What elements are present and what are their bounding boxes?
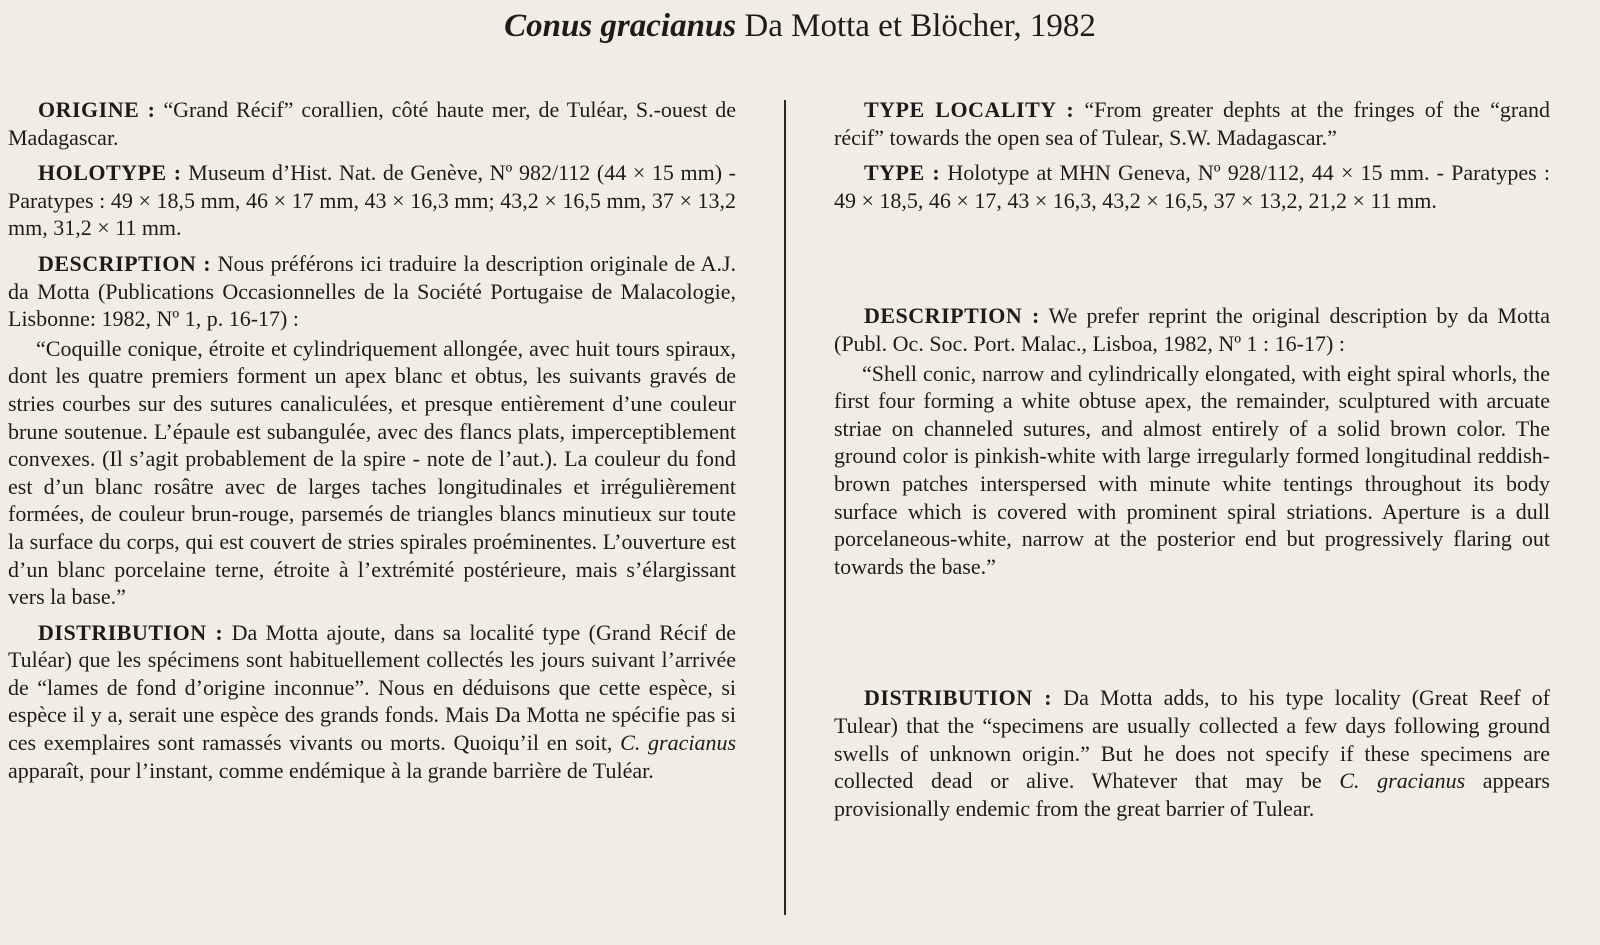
en-type-locality-paragraph — [834, 96, 1550, 151]
fr-description-label: DESCRIPTION : — [38, 250, 212, 276]
french-column — [8, 96, 736, 792]
fr-origine-paragraph — [8, 96, 736, 151]
en-distribution-label: DISTRIBUTION : — [864, 685, 1053, 711]
fr-origine-text: “Grand Récif” corallien, côté haute mer, de Tuléar, S.-ouest de Madagascar. — [8, 97, 736, 150]
en-type-locality-label: TYPE LOCALITY : — [864, 97, 1075, 122]
en-type-text: Holotype at MHN Geneva, Nº 928/112, 44 × 15 mm. - Paratypes : 49 × 18,5, 46 × 17, 43 × 16,3, 43,2 × 16,5, 37 × 13,2, 21,2 × 11 mm. — [834, 160, 1550, 213]
fr-distribution-text-a: Da Motta ajoute, dans sa localité type (Grand Récif de Tuléar) que les spécimens sont habituellement collectés les jours suivant l’arrivée de “lames de fond d’origine inconnue”. Nous en déduisons que cette espèce, si espèce il y a, serait une espèce des grands fonds. Mais Da Motta ne spécifie pas si ces exemplaires sont ramassés vivants ou morts. Quoiqu’il en soit, — [8, 619, 736, 756]
fr-description-text: Nous préférons ici traduire la description originale de A.J. da Motta (Publications Occasionnelles de la Société Portugaise de Malacologie, Lisbonne: 1982, Nº 1, p. 16-17) : — [8, 250, 737, 332]
fr-holotype-label: HOLOTYPE : — [38, 160, 182, 186]
en-description-quote: “Shell conic, narrow and cylindrically elongated, with eight spiral whorls, the first four forming a white obtuse apex, the remainder, sculptured with arcuate striae on channeled sutures, and almost entirely of a solid brown color. The ground color is pinkish-white with large irregularly formed longitudinal reddish-brown patches interspersed with minute white tentings throughout its body surface which is covered with prominent spiral striations. Aperture is a dull porcelaneous-white, narrow at the posterior end but progressively flaring out towards the base.” — [834, 360, 1550, 579]
title-species: Conus gracianus — [504, 8, 737, 44]
fr-description-quote: “Coquille conique, étroite et cylindriquement allongée, avec huit tours spiraux, dont les quatre premiers forment un apex blanc et obtus, les suivants gravés de stries courbes sur des sutures canaliculées, et presque entièrement d’une couleur brune soutenue. L’épaule est subangulée, avec des flancs plats, imperceptiblement convexes. (Il s’agit probablement de la spire - note de l’aut.). La couleur du fond est d’un blanc rosâtre avec de larges taches longitudinales et irrégulièrement formées, de couleur brun-rouge, parsemés de triangles blancs minutieux sur toute la surface du corps, qui est couvert de stries spirales proéminentes. L’ouverture est d’un blanc porcelaine terne, étroite à l’extrémité postérieure, mais s’élargissant vers la base.” — [8, 335, 736, 610]
en-type-paragraph — [834, 159, 1550, 214]
fr-distribution-paragraph — [8, 619, 736, 785]
column-divider — [784, 100, 786, 915]
fr-distribution-species: C. gracianus — [620, 730, 737, 756]
page-title — [0, 6, 1600, 46]
en-type-label: TYPE : — [864, 160, 941, 186]
en-distribution-species: C. gracianus — [1339, 768, 1466, 794]
fr-description-paragraph — [8, 250, 736, 333]
en-description-text: We prefer reprint the original description by da Motta (Publ. Oc. Soc. Port. Malac., Lisboa, 1982, Nº 1 : 16-17) : — [834, 303, 1550, 356]
en-distribution-paragraph — [834, 684, 1550, 822]
en-distribution-text-a: Da Motta adds, to his type locality (Great Reef of Tulear) that the “specimens are usually collected a few days following ground swells of unknown origin.” But he does not specify if these specimens are collected dead or alive. Whatever that may be — [834, 685, 1550, 794]
en-distribution-text-b: appears provisionally endemic from the great barrier of Tulear. — [834, 768, 1550, 821]
en-description-label: DESCRIPTION : — [864, 303, 1040, 329]
title-authors: Da Motta et Blöcher, 1982 — [744, 8, 1096, 44]
fr-holotype-paragraph — [8, 159, 736, 242]
fr-holotype-text: Museum d’Hist. Nat. de Genève, Nº 982/112 (44 × 15 mm) - Paratypes : 49 × 18,5 mm, 46 × 17 mm, 43 × 16,3 mm; 43,2 × 16,5 mm, 37 × 13,2 mm, 31,2 × 11 mm. — [8, 160, 737, 241]
spacer — [834, 588, 1550, 684]
spacer — [834, 222, 1550, 302]
fr-distribution-text-b: apparaît, pour l’instant, comme endémique à la grande barrière de Tuléar. — [8, 757, 654, 783]
en-description-paragraph — [834, 302, 1550, 357]
en-type-locality-text: “From greater dephts at the fringes of the “grand récif” towards the open sea of Tulear, S.W. Madagascar.” — [834, 97, 1551, 150]
fr-distribution-label: DISTRIBUTION : — [38, 619, 224, 645]
fr-origine-label: ORIGINE : — [38, 97, 156, 122]
english-column — [834, 96, 1550, 830]
